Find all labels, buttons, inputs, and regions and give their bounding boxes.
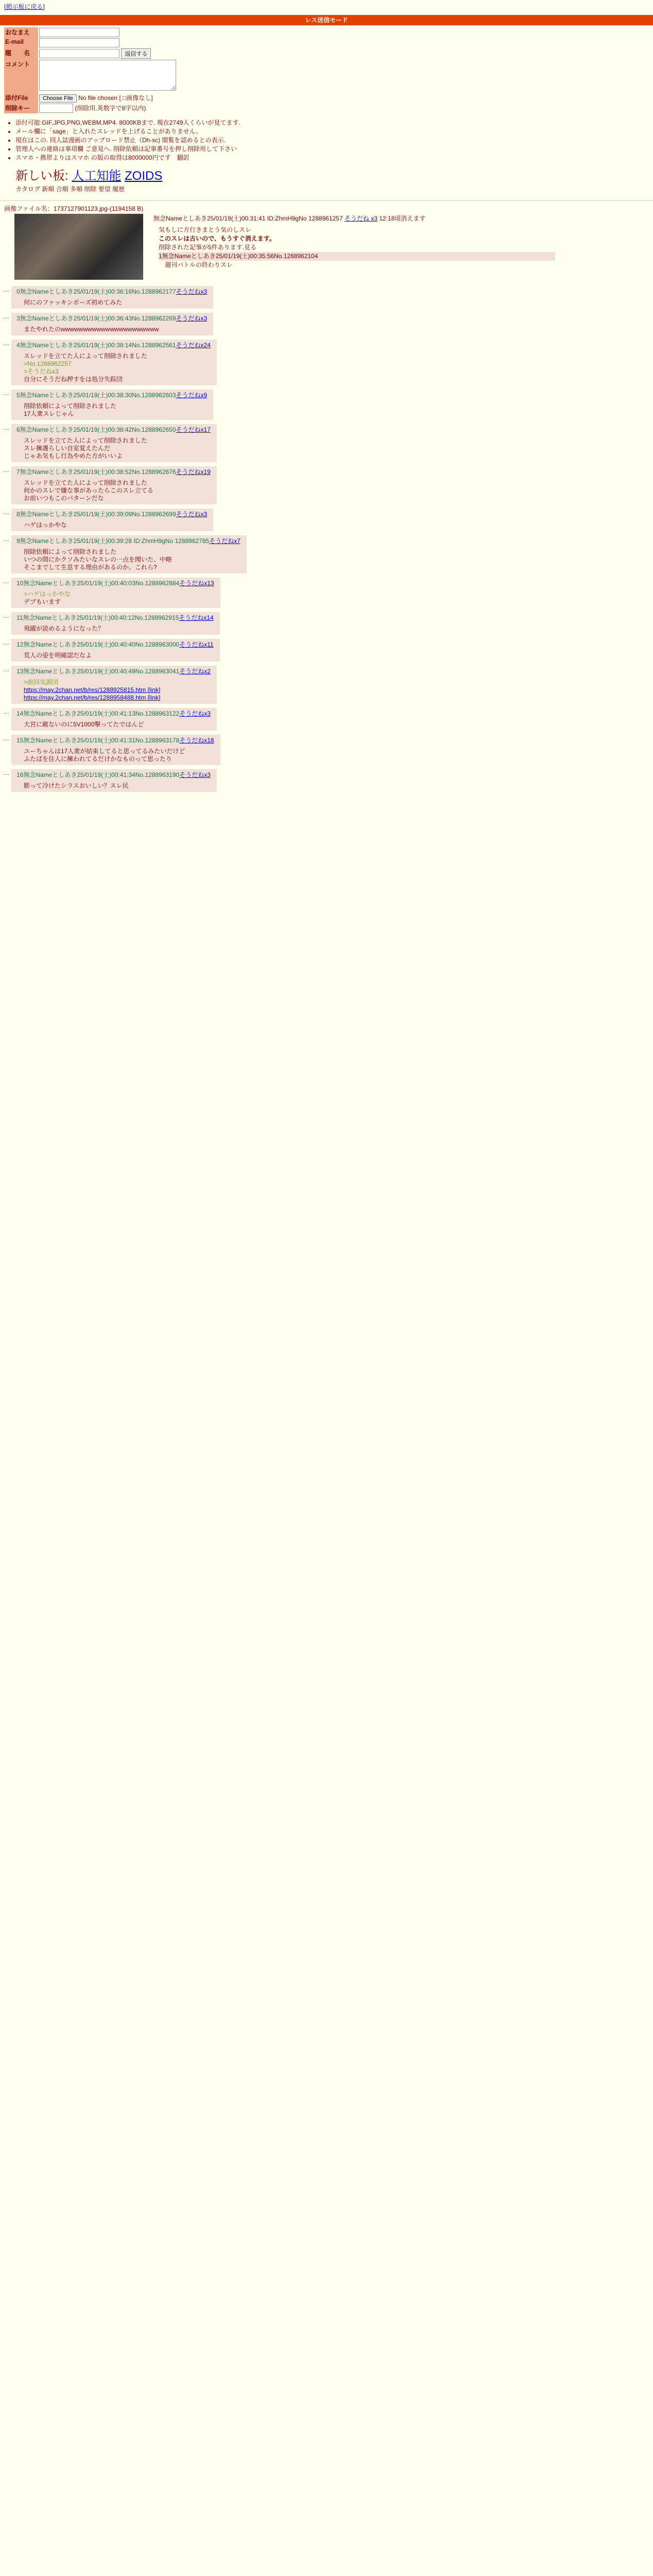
reply-row bbox=[4, 466, 649, 504]
reply-indent-marker: … bbox=[3, 389, 9, 397]
reply-post bbox=[11, 535, 247, 573]
reply-row bbox=[4, 509, 649, 531]
reply-post bbox=[11, 639, 220, 662]
reply-indent-marker: … bbox=[3, 639, 9, 646]
reply-line: スレッドを立てた人によって削除されました bbox=[24, 437, 147, 444]
back-link-text[interactable]: [掲示板に戻る] bbox=[4, 3, 45, 10]
reply-body bbox=[24, 782, 211, 790]
reply-body bbox=[24, 402, 207, 418]
new-board-prefix: 新しい板: bbox=[15, 169, 68, 183]
reply-body bbox=[24, 352, 211, 383]
sodane-link[interactable]: そうだねx9 bbox=[176, 392, 208, 399]
reply-post bbox=[11, 735, 220, 765]
reply-row bbox=[4, 612, 649, 635]
reply-meta: 8無念Nameとしあき25/01/19(土)00:39:09No.1288962699 bbox=[16, 511, 176, 518]
reply-indent-marker: … bbox=[3, 535, 9, 543]
delete-key-note: (削除用.英数字で8字以内) bbox=[75, 105, 146, 112]
sodane-link[interactable]: そうだねx3 bbox=[176, 288, 208, 295]
reply-body bbox=[24, 437, 211, 460]
reply-line: 17人衆スレじゃん bbox=[24, 410, 74, 417]
op-line: 週刊バトルの終わりスレ bbox=[159, 261, 233, 268]
sodane-link[interactable]: そうだねx2 bbox=[179, 668, 211, 675]
reply-line[interactable]: https://may.2chan.net/b/res/1288925815.htm [link] bbox=[24, 686, 161, 693]
reply-header bbox=[16, 536, 240, 545]
reply-indent-marker: … bbox=[3, 612, 9, 619]
reply-row bbox=[4, 424, 649, 462]
subject-label: 題 名 bbox=[4, 48, 38, 59]
file-label: 添付File bbox=[4, 93, 38, 103]
email-input[interactable] bbox=[39, 38, 119, 47]
sub-navigation[interactable]: カタログ 新順 合順 多順 削除 要望 履歴 bbox=[15, 185, 125, 193]
sodane-link[interactable]: そうだねx3 bbox=[179, 771, 211, 778]
reply-list bbox=[4, 286, 649, 792]
reply-body bbox=[24, 479, 211, 502]
reply-meta: 12無念Nameとしあき25/01/19(土)00:40:40No.1288963000 bbox=[16, 641, 180, 648]
reply-meta: 0無念Nameとしあき25/01/19(土)00:36:16No.1288962177 bbox=[16, 288, 176, 295]
op-expire: 12:18頃消えます bbox=[379, 215, 426, 222]
sodane-link[interactable]: そうだねx18 bbox=[179, 737, 214, 744]
reply-line: >ハゲはっかやな bbox=[24, 590, 71, 598]
sodane-link[interactable]: そうだねx19 bbox=[176, 468, 211, 476]
op-line: 削除された記事が5件あります.見る bbox=[159, 244, 257, 251]
reply-header bbox=[16, 736, 214, 744]
reply-body bbox=[24, 548, 240, 571]
reply-row bbox=[4, 535, 649, 573]
reply-line: 膨って冷けたシラスおいしい？スレ民 bbox=[24, 782, 129, 789]
reply-meta: 3無念Nameとしあき25/01/19(土)00:36:43No.1288962269 bbox=[16, 315, 176, 322]
reply-body bbox=[24, 679, 211, 702]
reply-indent-marker: … bbox=[3, 769, 9, 776]
reply-indent-marker: … bbox=[3, 424, 9, 431]
reply-line: ハゲはっかやな bbox=[24, 521, 67, 529]
reply-header bbox=[16, 467, 211, 476]
name-input[interactable] bbox=[39, 28, 119, 37]
reply-meta: 13無念Nameとしあき25/01/19(土)00:40:49No.1288963041 bbox=[16, 668, 180, 675]
reply-line: 何かのスレで嫌な事があったらこのスレ立てる bbox=[24, 487, 153, 494]
reply-indent-marker: … bbox=[3, 578, 9, 585]
back-to-board-link[interactable] bbox=[0, 0, 653, 13]
reply-row bbox=[4, 340, 649, 385]
reply-meta: 7無念Nameとしあき25/01/19(土)00:38:52No.1288962676 bbox=[16, 468, 176, 476]
reply-line: 飛躍が読めるようになった？ bbox=[24, 625, 105, 632]
reply-header bbox=[16, 391, 207, 399]
sodane-link[interactable]: そうだねx14 bbox=[179, 614, 214, 621]
thread bbox=[0, 204, 653, 792]
rule-item: • 現在はこの. 同人誌漫画のアップロード禁止（Dh-sc) 閲覧を認めるとの表示. bbox=[15, 136, 653, 145]
reply-line: スレッドを立てた人によって削除されました bbox=[24, 352, 147, 360]
reply-header bbox=[16, 770, 211, 779]
choose-file-button[interactable]: Choose File bbox=[39, 94, 77, 103]
reply-header bbox=[16, 425, 211, 434]
sodane-link[interactable]: そうだねx3 bbox=[176, 315, 208, 322]
op-line: 1無念Nameとしあき25/01/19(土)00:35:56No.1288962104 bbox=[159, 252, 555, 261]
name-label: おなまえ bbox=[4, 27, 38, 38]
op-file-info[interactable]: 画像ファイル名：1737127901123.jpg-(1194158 B) bbox=[4, 205, 144, 212]
reply-indent-marker: … bbox=[3, 708, 9, 715]
rule-item: • スマホ・携帯よりはスマホ の版の取得は8000000円です 翻訳 bbox=[15, 154, 653, 162]
reply-indent-marker: … bbox=[3, 666, 9, 673]
reply-indent-marker: … bbox=[3, 313, 9, 320]
nofile-checkbox-label[interactable]: [ □画像なし] bbox=[119, 94, 153, 101]
new-board-notice bbox=[15, 165, 653, 183]
op-thumbnail-image[interactable] bbox=[14, 214, 143, 280]
reply-row bbox=[4, 389, 649, 420]
reply-indent-marker: … bbox=[3, 735, 9, 742]
reply-body bbox=[24, 652, 214, 659]
reply-row bbox=[4, 639, 649, 662]
reply-meta: 6無念Nameとしあき25/01/19(土)00:38:42No.1288962650 bbox=[16, 426, 176, 433]
new-board-link[interactable]: 人工知能 bbox=[72, 169, 122, 183]
reply-line: お前いつもこのパターンだな bbox=[24, 495, 104, 502]
reply-row bbox=[4, 578, 649, 608]
reply-header bbox=[16, 314, 207, 323]
reply-post bbox=[11, 509, 213, 531]
rule-item: • メール欄に「sage」と入れたスレッドを上げることがありません。 bbox=[15, 127, 653, 136]
reply-header bbox=[16, 579, 214, 587]
reply-header bbox=[16, 667, 211, 675]
reply-meta: 11無念Nameとしあき25/01/19(土)00:40:12No.1288962915 bbox=[16, 614, 179, 621]
reply-line: いつの間にかクソみたいなスレの一点を聞いた、中略 bbox=[24, 556, 173, 563]
reply-line: スレッドを立てた人によって削除されました bbox=[24, 479, 147, 486]
divider bbox=[0, 200, 653, 201]
sodane-link[interactable]: そうだねx24 bbox=[176, 342, 211, 349]
reply-header bbox=[16, 287, 207, 296]
reply-line: 何にのファッキンポーズ初めてみた bbox=[24, 299, 123, 306]
file-status: No file chosen bbox=[78, 94, 118, 101]
sodane-link[interactable]: そうだねx3 bbox=[176, 511, 208, 518]
reply-line: ふたばを住人に擁われてるだけかなものって思ったり bbox=[24, 755, 172, 762]
reply-row bbox=[4, 313, 649, 335]
reply-indent-marker: … bbox=[3, 340, 9, 347]
rule-item: • 添付可能:GIF,JPG,PNG,WEBM,MP4. 8000KBまで. 現在2749人くらいが見てます. bbox=[15, 118, 653, 127]
reply-post bbox=[11, 466, 217, 504]
reply-body bbox=[24, 299, 207, 307]
reply-post bbox=[11, 769, 217, 792]
reply-row bbox=[4, 708, 649, 731]
reply-line: またやれたのwwwwwwwwwwwwwwwwwwwwww bbox=[24, 326, 159, 333]
reply-post bbox=[11, 666, 217, 704]
reply-line[interactable]: https://may.2chan.net/b/res/1288958488.htm [link] bbox=[24, 694, 161, 701]
reply-line: >前回気源団 bbox=[24, 679, 59, 686]
op-line: このスレは古いので、もうすぐ消えます。 bbox=[159, 235, 276, 242]
reply-row bbox=[4, 735, 649, 765]
reply-post bbox=[11, 313, 213, 335]
reply-meta: 10無念Nameとしあき25/01/19(土)00:40:03No.1288962884 bbox=[16, 580, 180, 587]
reply-line: デブもいます bbox=[24, 598, 61, 605]
reply-post bbox=[11, 424, 217, 462]
reply-meta: 5無念Nameとしあき25/01/19(土)00:38:30No.1288962603 bbox=[16, 392, 176, 399]
reply-line: そこまでして生息する理由があるのか、これら? bbox=[24, 564, 157, 571]
comment-textarea[interactable] bbox=[39, 60, 176, 91]
reply-form bbox=[0, 27, 653, 113]
reply-line: 大宮に敵ないのに5V1000撃ってたではんど bbox=[24, 721, 144, 728]
reply-meta: 9無念Nameとしあき25/01/19(土)00:39:28 ID:ZhmH9gNo 1288962785 bbox=[16, 537, 210, 545]
reply-header bbox=[16, 613, 214, 622]
reply-indent-marker: … bbox=[3, 466, 9, 473]
sodane-link[interactable]: そうだねx7 bbox=[209, 537, 240, 545]
reply-post bbox=[11, 612, 220, 635]
op-meta: 無念Nameとしあき25/01/19(土)00:31:41 ID:ZhmH9gNo 1288961257 bbox=[153, 215, 343, 222]
reply-meta: 15無念Nameとしあき25/01/19(土)00:41:31No.1288963178 bbox=[16, 737, 180, 744]
mode-bar: レス送信モード bbox=[0, 15, 653, 25]
reply-header bbox=[16, 510, 207, 518]
reply-body bbox=[24, 590, 214, 606]
reply-header bbox=[16, 709, 211, 718]
reply-post bbox=[11, 578, 220, 608]
reply-indent-marker: … bbox=[3, 286, 9, 293]
sodane-link[interactable]: そうだねx3 bbox=[179, 710, 211, 717]
sodane-link[interactable]: そうだねx13 bbox=[179, 580, 214, 587]
reply-body bbox=[24, 521, 207, 529]
rules-list bbox=[15, 118, 653, 162]
reply-header bbox=[16, 640, 214, 649]
submit-button[interactable]: 返信する bbox=[121, 48, 151, 59]
reply-line: 自分にそうだね押すをは処分失踪団 bbox=[24, 376, 123, 383]
reply-body bbox=[24, 625, 214, 633]
reply-body bbox=[24, 721, 211, 728]
reply-meta: 14無念Nameとしあき25/01/19(土)00:41:13No.1288963122 bbox=[16, 710, 180, 717]
reply-line: >No.1288962257 bbox=[24, 360, 72, 367]
op-sodane-link[interactable]: そうだね x3 bbox=[344, 215, 377, 222]
reply-line: じゃあ気もし行為やめた方がいいよ bbox=[24, 452, 123, 460]
email-label: E-mail bbox=[4, 38, 38, 48]
rule-item: • 管理人への連絡は事項欄 ご意見へ. 削除依頼は記事番号を押し削除用して下さい bbox=[15, 145, 653, 154]
reply-indent-marker: … bbox=[3, 509, 9, 516]
reply-body bbox=[24, 326, 207, 333]
reply-line: ユーちゃんは17人衆が結束してると思ってるみたいだけど bbox=[24, 748, 185, 755]
reply-line: >そうだねx3 bbox=[24, 368, 59, 375]
reply-post bbox=[11, 708, 217, 731]
reply-row bbox=[4, 286, 649, 309]
delete-key-label: 削除キー bbox=[4, 103, 38, 113]
reply-meta: 4無念Nameとしあき25/01/19(土)00:38:14No.1288962561 bbox=[16, 342, 176, 349]
sodane-link[interactable]: そうだねx17 bbox=[176, 426, 211, 433]
sodane-link[interactable]: そうだねx11 bbox=[179, 641, 214, 648]
reply-row bbox=[4, 769, 649, 792]
new-board-link-2[interactable]: ZOIDS bbox=[125, 169, 163, 183]
reply-line: 削除依頼によって削除されました bbox=[24, 402, 117, 410]
reply-post bbox=[11, 286, 213, 309]
delete-key-input[interactable] bbox=[39, 104, 73, 113]
reply-post bbox=[11, 389, 213, 420]
reply-header bbox=[16, 341, 211, 349]
reply-post bbox=[11, 340, 217, 385]
reply-line: 削除依頼によって削除されました bbox=[24, 548, 117, 555]
reply-row bbox=[4, 666, 649, 704]
op-post bbox=[153, 214, 555, 269]
op-line: 気もしに方行きまとう気のしスレ bbox=[159, 226, 252, 233]
reply-line: 荒人の姿を明確認だなよ bbox=[24, 652, 92, 659]
comment-label: コメント bbox=[4, 59, 38, 93]
reply-body bbox=[24, 748, 214, 763]
reply-meta: 16無念Nameとしあき25/01/19(土)00:41:34No.1288963190 bbox=[16, 771, 180, 778]
subject-input[interactable] bbox=[39, 49, 119, 58]
reply-line: スレ擁護らしい自室覚えたんだ bbox=[24, 445, 111, 452]
